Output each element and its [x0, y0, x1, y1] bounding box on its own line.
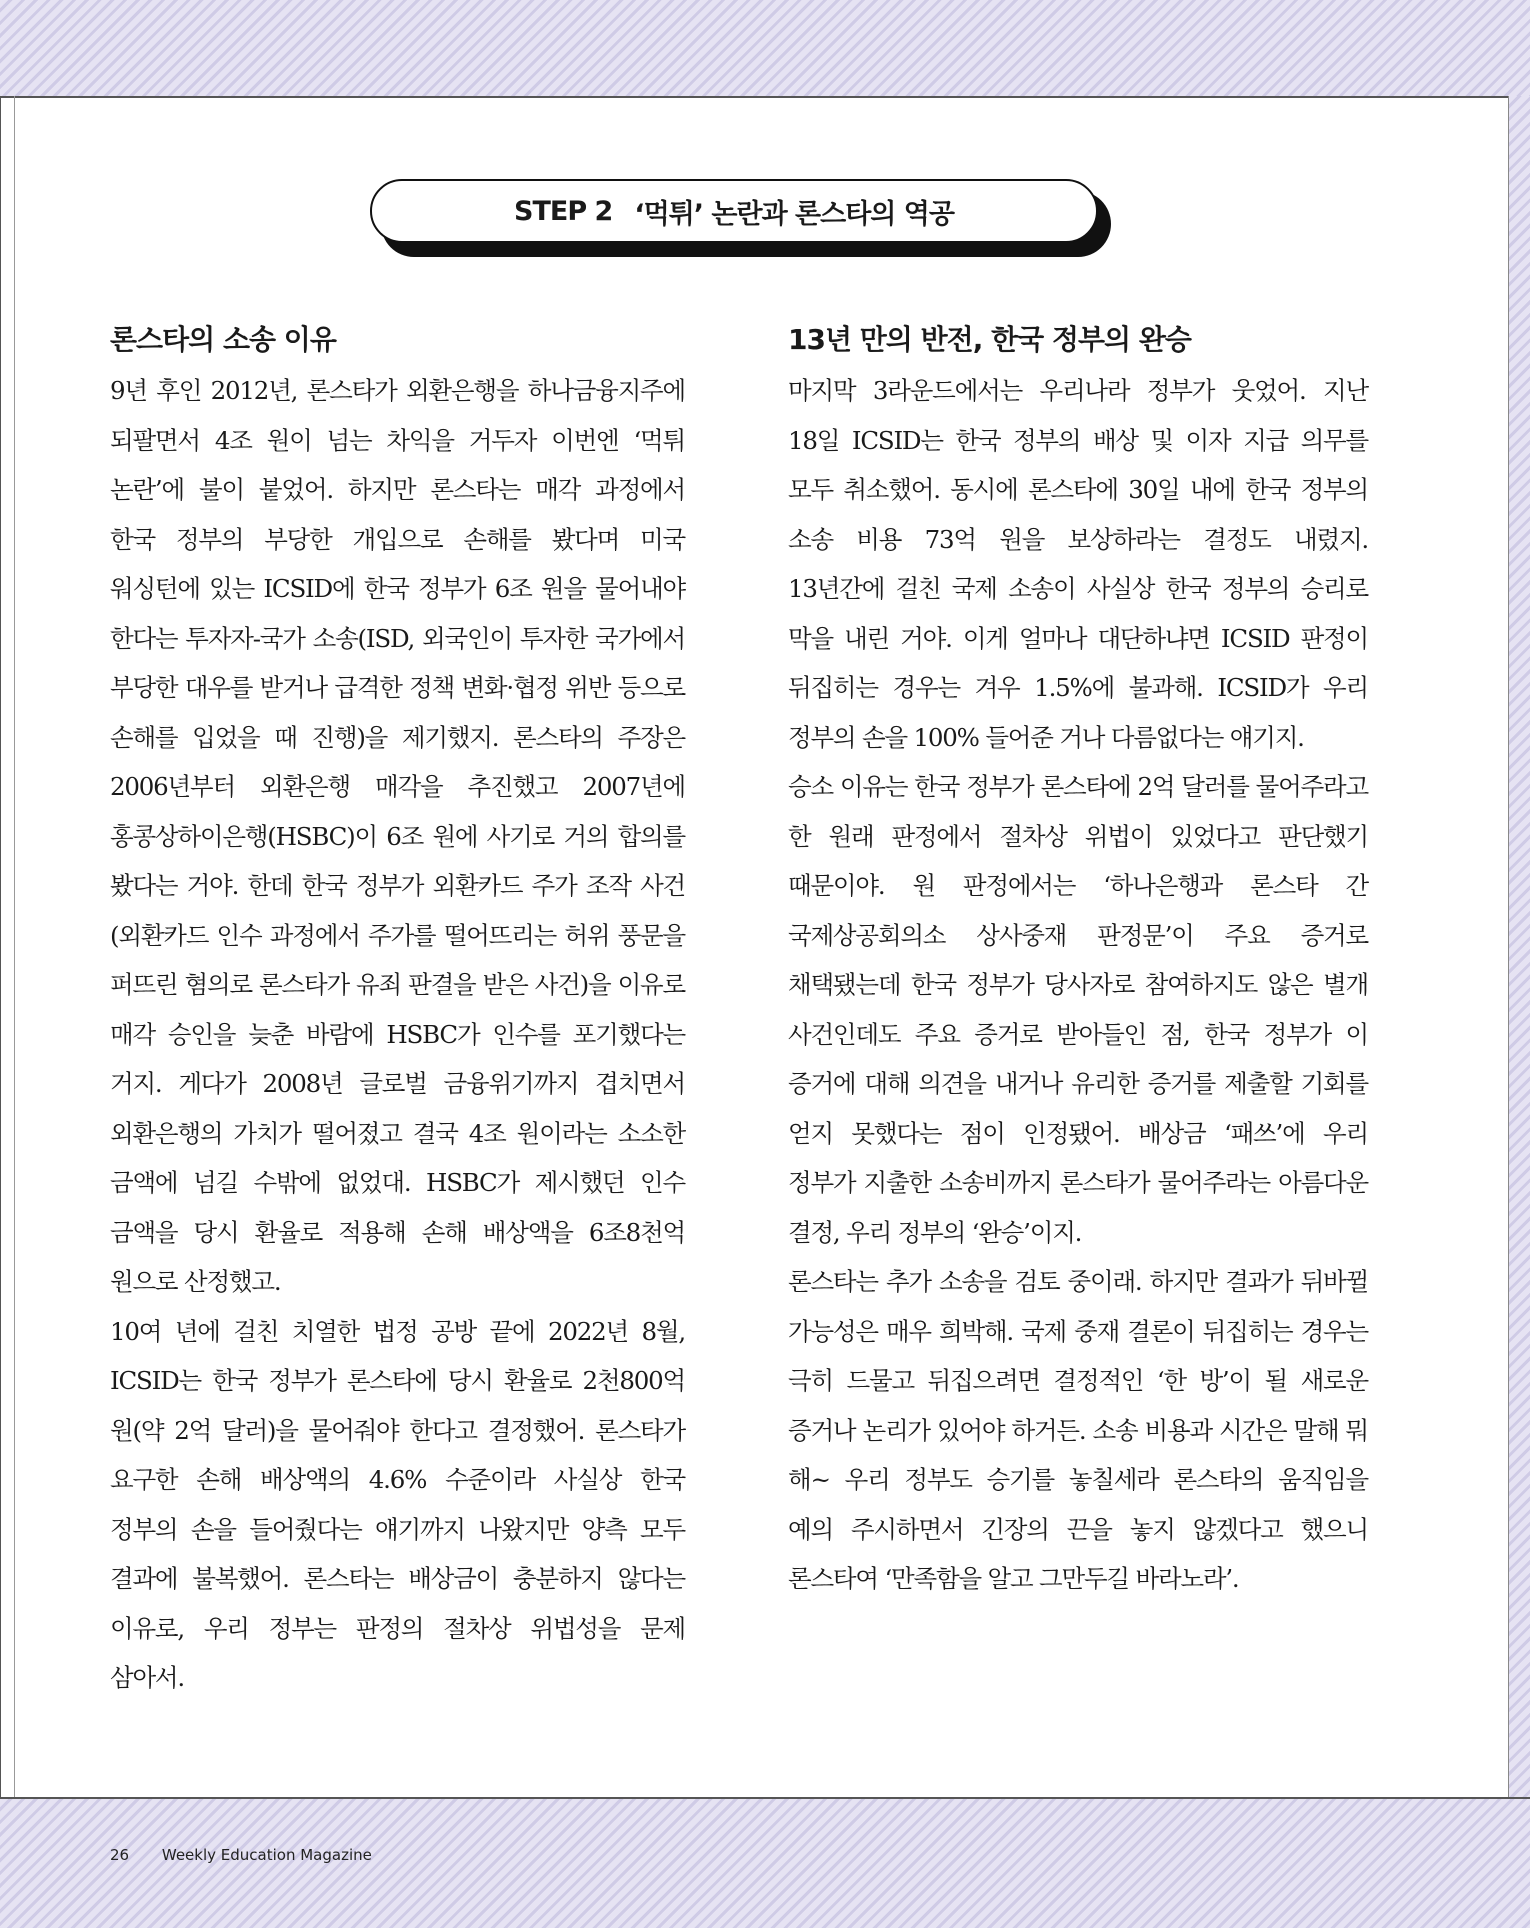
right-column-heading: 13년 만의 반전, 한국 정부의 완승 [788, 323, 1191, 356]
left-column-heading: 론스타의 소송 이유 [110, 323, 336, 356]
section-banner [370, 179, 1098, 243]
left-paragraph-1: 9년 후인 2012년, 론스타가 외환은행을 하나금융지주에 되팔면서 4조 원이 넘는 차익을 거두자 이번엔 ‘먹튀 논란’에 불이 붙었어. 하지만 론스타는 매각 과정에서 한국 정부의 부당한 개입으로 손해를 봤다며 미국 워싱턴에 있는 ICSID에 한국 정부가 6조 원을 물어내야 한다는 투자자-국가 소송(ISD, 외국인이 투자한 국가에서 부당한 대우를 받거나 급격한 정책 변화·협정 위반 등으로 손해를 입었을 때 진행)을 제기했지. 론스타의 주장은 2006년부터 외환은행 매각을 추진했고 2007년에 홍콩상하이은행(HSBC)이 6조 원에 사기로 거의 합의를 봤다는 거야. 한데 한국 정부가 외환카드 주가 조작 사건(외환카드 인수 과정에서 주가를 떨어뜨리는 허위 풍문을 퍼뜨린 혐의로 론스타가 유죄 판결을 받은 사건)을 이유로 매각 승인을 늦춘 바람에 HSBC가 인수를 포기했다는 거지. 게다가 2008년 글로벌 금융위기까지 겹치면서 외환은행의 가치가 떨어졌고 결국 4조 원이라는 소소한 금액에 넘길 수밖에 없었대. HSBC가 제시했던 인수 금액을 당시 환율로 적용해 손해 배상액을 6조8천억 원으로 산정했고. [110, 376, 685, 1296]
left-column [110, 318, 685, 1703]
page-number: 26 [110, 1846, 130, 1864]
right-paragraph-3: 론스타는 추가 소송을 검토 중이래. 하지만 결과가 뒤바뀔 가능성은 매우 희박해. 국제 중재 결론이 뒤집히는 경우는 극히 드물고 뒤집으려면 결정적인 ‘한 방’이 될 새로운 증거나 논리가 있어야 하거든. 소송 비용과 시간은 말해 뭐 해~ 우리 정부도 승기를 놓칠세라 론스타의 움직임을 예의 주시하면서 긴장의 끈을 놓지 않겠다고 했으니 론스타여 ‘만족함을 알고 그만두길 바라노라’. [788, 1267, 1368, 1593]
top-decorative-band [0, 0, 1530, 98]
right-paragraph-2: 승소 이유는 한국 정부가 론스타에 2억 달러를 물어주라고 한 원래 판정에서 절차상 위법이 있었다고 판단했기 때문이야. 원 판정에서는 ‘하나은행과 론스타 간 국제상공회의소 상사중재 판정문’이 주요 증거로 채택됐는데 한국 정부가 당사자로 참여하지도 않은 별개 사건인데도 주요 증거로 받아들인 점, 한국 정부가 이 증거에 대해 의견을 내거나 유리한 증거를 제출할 기회를 얻지 못했다는 점이 인정됐어. 배상금 ‘패쓰’에 우리 정부가 지출한 소송비까지 론스타가 물어주라는 아름다운 결정, 우리 정부의 ‘완승’이지. [788, 772, 1368, 1247]
page-footer [110, 1846, 372, 1864]
right-paragraph-1: 마지막 3라운드에서는 우리나라 정부가 웃었어. 지난 18일 ICSID는 한국 정부의 배상 및 이자 지급 의무를 모두 취소했어. 동시에 론스타에 30일 내에 한국 정부의 소송 비용 73억 원을 보상하라는 결정도 내렸지. 13년간에 걸친 국제 소송이 사실상 한국 정부의 승리로 막을 내린 거야. 이게 얼마나 대단하냐면 ICSID 판정이 뒤집히는 경우는 겨우 1.5%에 불과해. ICSID가 우리 정부의 손을 100% 들어준 거나 다름없다는 얘기지. [788, 376, 1368, 752]
left-page-edge [14, 96, 15, 1797]
right-column [788, 318, 1368, 1604]
left-paragraph-2: 10여 년에 걸친 치열한 법정 공방 끝에 2022년 8월, ICSID는 한국 정부가 론스타에 당시 환율로 2천800억 원(약 2억 달러)을 물어줘야 한다고 결정했어. 론스타가 요구한 손해 배상액의 4.6% 수준이라 사실상 한국 정부의 손을 들어줬다는 얘기까지 나왔지만 양측 모두 결과에 불복했어. 론스타는 배상금이 충분하지 않다는 이유로, 우리 정부는 판정의 절차상 위법성을 문제 삼아서. [110, 1316, 685, 1692]
publication-name: Weekly Education Magazine [161, 1846, 372, 1864]
right-decorative-band [1508, 96, 1530, 1797]
step-label: STEP 2 [514, 195, 613, 227]
section-title: ‘먹튀’ 논란과 론스타의 역공 [634, 198, 954, 230]
